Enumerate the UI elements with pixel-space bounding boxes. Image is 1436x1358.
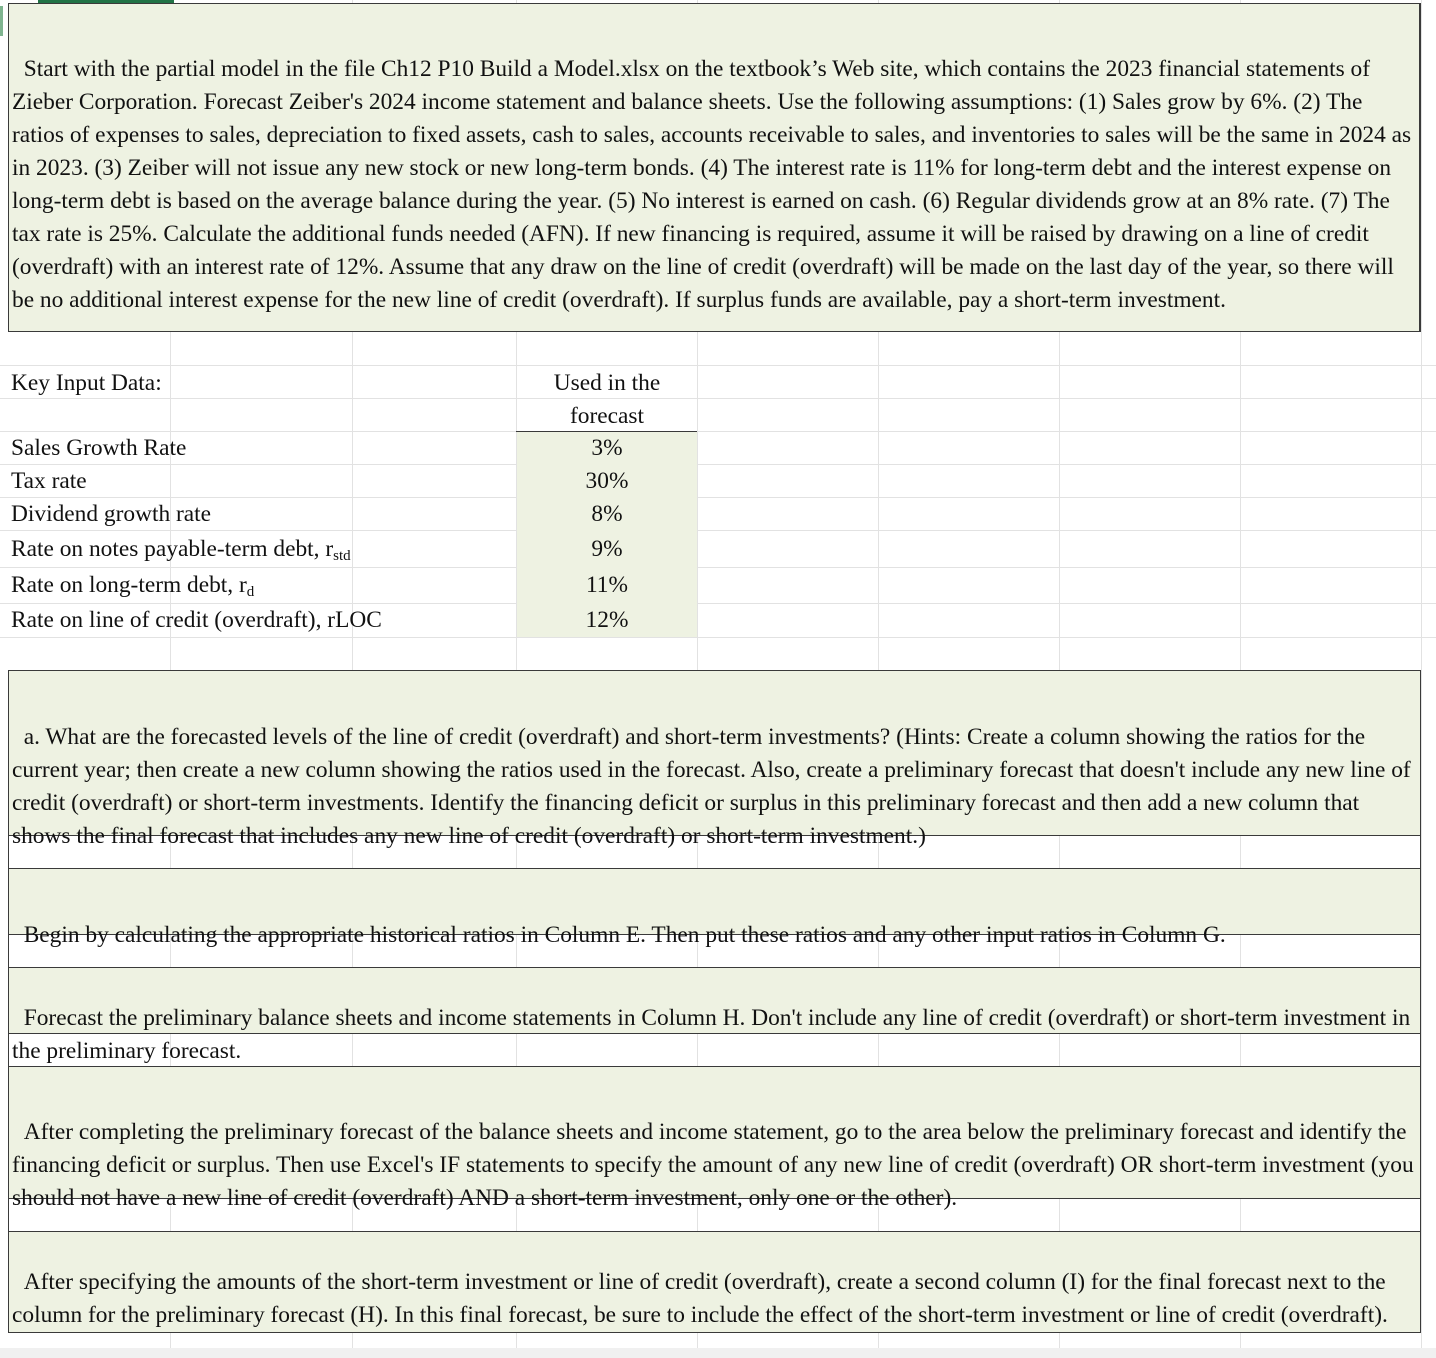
input-label-tax-rate[interactable]: Tax rate <box>11 468 87 494</box>
spacer-row <box>8 1199 1421 1231</box>
step2-cell[interactable] <box>8 967 1421 1064</box>
horizontal-scrollbar[interactable] <box>0 1348 1436 1358</box>
input-label-notes-payable-rate[interactable] <box>11 533 351 566</box>
forecast-column-header-line2[interactable]: forecast <box>569 403 645 429</box>
input-value-long-term-debt-rate[interactable]: 11% <box>585 572 628 598</box>
spacer-row <box>8 1034 1421 1066</box>
step1-cell[interactable] <box>8 868 1421 948</box>
step3-text: After completing the preliminary forecast of the balance sheets and income statement, go to the area below the preliminary forecast and identify the financing deficit or surplus. Then use Excel's IF statements to specify the amount of any new line of credit (overdraft) OR short-term investment (you should not have a new line of credit (overdraft) AND a short-term investment, only one or the other). <box>12 1119 1420 1211</box>
spacer-row <box>8 836 1421 868</box>
input-value-notes-payable-rate[interactable]: 9% <box>591 536 623 562</box>
notes-payable-rate-text: Rate on notes payable-term debt, r <box>11 536 334 562</box>
spacer-row <box>8 935 1421 967</box>
step4-cell[interactable] <box>8 1231 1421 1333</box>
grid-row <box>0 567 1436 568</box>
intro-text: Start with the partial model in the file Ch12 P10 Build a Model.xlsx on the textbook’s Web site, which contains the 2023 financial statements of Zieber Corporation. Forecast Zeiber's 2024 income statement and balance sheets. Use the following assumptions: (1) Sales grow by 6%. (2) The ratios of expenses to sales, depreciation to fixed assets, cash to sales, accounts receivable to sales, and inventories to sales will be the same in 2024 as in 2023. (3) Zeiber will not issue any new stock or new long-term bonds. (4) The interest rate is 11% for long-term debt and the interest expense on long-term debt is based on the average balance during the year. (5) No interest is earned on cash. (6) Regular dividends grow at an 8% rate. (7) The tax rate is 25%. Calculate the additional funds needed (AFN). If new financing is required, assume it will be raised by drawing on a line of credit (overdraft) with an interest rate of 12%. Assume that any draw on the line of credit (overdraft) will be made on the last day of the year, so there will be no additional interest expense for the new line of credit (overdraft). If surplus funds are available, pay a short-term investment. <box>12 56 1417 313</box>
forecast-column-header-line1[interactable]: Used in the <box>553 370 661 396</box>
step2-text: Forecast the preliminary balance sheets and income statements in Column H. Don't include any line of credit (overdraft) or short-term investment in the preliminary forecast. <box>12 1005 1417 1064</box>
grid-row <box>0 637 1436 638</box>
input-value-dividend-growth[interactable]: 8% <box>591 501 623 527</box>
input-value-tax-rate[interactable]: 30% <box>585 468 629 494</box>
long-term-debt-rate-text: Rate on long-term debt, r <box>11 572 247 598</box>
step1-text: Begin by calculating the appropriate historical ratios in Column E. Then put these ratios and any other input ratios in Column G. <box>23 922 1226 948</box>
input-label-dividend-growth[interactable]: Dividend growth rate <box>11 501 212 527</box>
grid-row <box>0 431 1436 432</box>
grid-row <box>0 398 1436 399</box>
step4-text: After specifying the amounts of the short-term investment or line of credit (overdraft), create a second column (I) for the final forecast next to the column for the preliminary forecast (H). In this final forecast, be sure to include the effect of the short-term investment or line of credit (overdraft). <box>12 1269 1392 1328</box>
intro-text-cell[interactable] <box>8 3 1421 332</box>
grid-row <box>0 497 1436 498</box>
part-a-text: a. What are the forecasted levels of the line of credit (overdraft) and short-term investments? (Hints: Create a column showing the ratios for the current year; then create a new column showing the ratios used in the forecast. Also, create a preliminary forecast that doesn't include any new line of credit (overdraft) or short-term investments. Identify the financing deficit or surplus in this preliminary forecast and then add a new column that shows the final forecast that includes any new line of credit (overdraft) or short-term investment.) <box>12 724 1417 849</box>
input-label-long-term-debt-rate[interactable] <box>11 569 254 602</box>
input-value-sales-growth[interactable]: 3% <box>591 435 623 461</box>
grid-row <box>0 530 1436 531</box>
row-selection-marker <box>0 6 3 36</box>
grid-col <box>1421 0 1422 1358</box>
notes-payable-rate-subscript: std <box>333 548 351 564</box>
grid-row <box>0 365 1436 366</box>
long-term-debt-rate-subscript: d <box>246 584 255 600</box>
grid-row <box>0 464 1436 465</box>
input-label-line-of-credit-rate[interactable]: Rate on line of credit (overdraft), rLOC <box>11 607 382 633</box>
step3-cell[interactable] <box>8 1066 1421 1211</box>
input-label-sales-growth[interactable]: Sales Growth Rate <box>11 435 187 461</box>
key-input-title[interactable]: Key Input Data: <box>11 370 162 396</box>
input-value-line-of-credit-rate[interactable]: 12% <box>585 607 629 633</box>
part-a-cell[interactable] <box>8 670 1421 849</box>
